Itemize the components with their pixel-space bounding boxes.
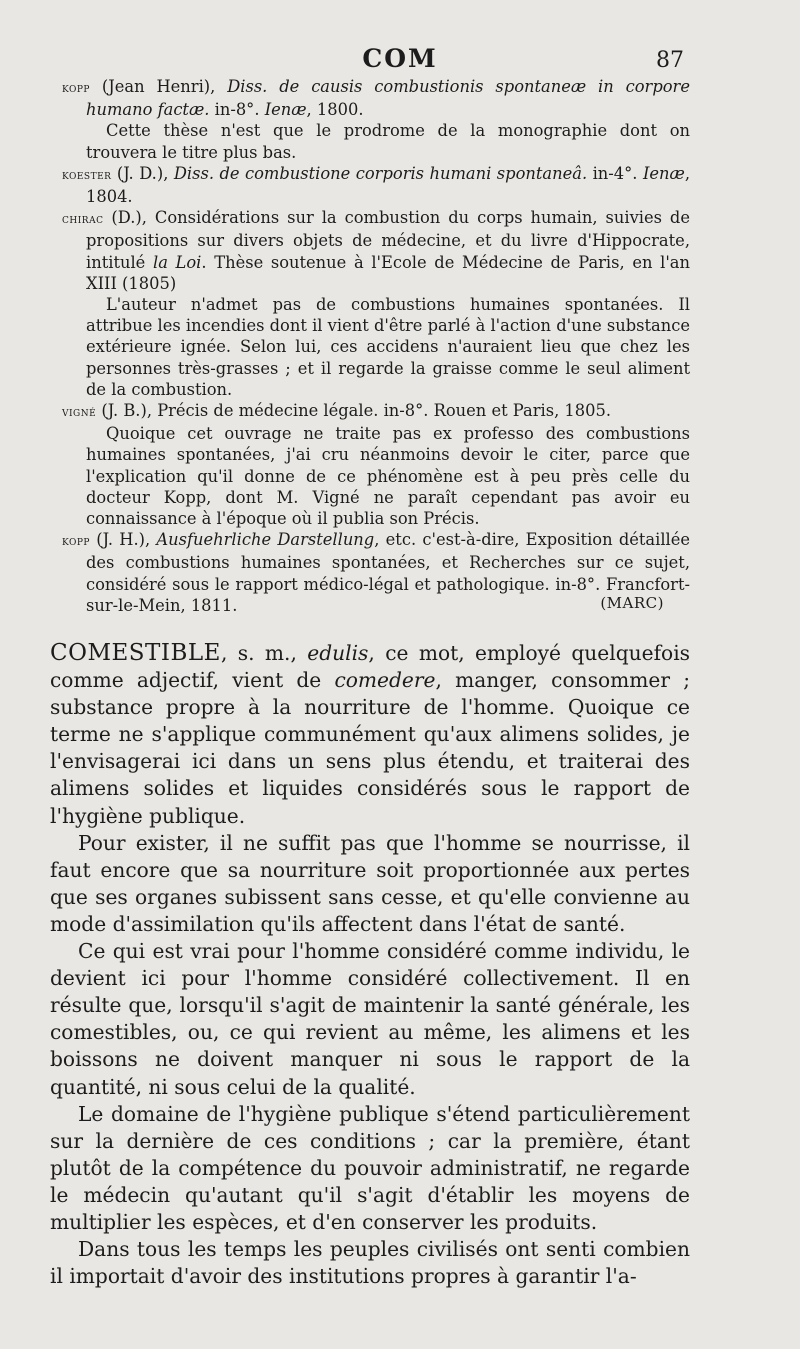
bibliography-note: L'auteur n'admet pas de combustions humaines spontanées. Il attribue les incendies dont il vient d'être parlé à l'action d'une substance extérieure ignée. Selon lui, ces accidens n'auraient lieu que chez les personnes très-grasses ; et il regarde la graisse comme le seul aliment de la combustion. bbox=[86, 295, 690, 399]
bibliography-entry: kopp (Jean Henri), Diss. de causis combustionis spontaneæ in corpore humano factæ. in-8°. Ienæ, 1800. bbox=[62, 77, 690, 120]
page-number: 87 bbox=[656, 48, 684, 73]
article-paragraph: Le domaine de l'hygiène publique s'étend particulièrement sur la dernière de ces conditions ; car la première, étant plutôt de la compétence du pouvoir administratif, ne regarde le médecin qu'autant qu'il s'agit d'établir les moyens de multiplier les espèces, et d'en conserver les produits. bbox=[50, 1101, 690, 1234]
bibliography-section bbox=[62, 76, 690, 616]
author-name: vigné bbox=[62, 405, 97, 421]
article-paragraph: Ce qui est vrai pour l'homme considéré comme individu, le devient ici pour l'homme considéré collectivement. Il en résulte que, lorsqu'il s'agit de maintenir la santé générale, les comestibles, ou, ce qui revient au même, les alimens et les boissons ne doivent manquer ni sous le rapport de la quantité, ni sous celui de la qualité. bbox=[50, 939, 690, 1099]
work-title: Diss. de causis combustionis spontaneæ in corpore humano factæ. bbox=[86, 77, 690, 120]
work-title: Ausfuehrliche Darstellung bbox=[156, 530, 375, 550]
author-signature: (MARC) bbox=[600, 594, 664, 612]
article-paragraph: Dans tous les temps les peuples civilisés ont senti combien il importait d'avoir des institutions propres à garantir l'a- bbox=[50, 1237, 690, 1289]
bibliography-entry: koester (J. D.), Diss. de combustione corporis humani spontaneâ. in-4°. Ienæ, 1804. bbox=[62, 163, 690, 207]
author-name: koester bbox=[62, 167, 112, 183]
bibliography-entry: kopp (J. H.), Ausfuehrliche Darstellung, etc. c'est-à-dire, Exposition détaillée des combustions humaines spontanées, et Recherches sur ce sujet, considéré sous le rapport médico-légal et pathologique. in-8°. Francfort-sur-le-Mein, 1811. bbox=[62, 530, 691, 615]
article-body bbox=[50, 640, 690, 1290]
article-paragraph: Pour exister, il ne suffit pas que l'homme se nourrisse, il faut encore que sa nourriture soit proportionnée aux pertes que ses organes subissent sans cesse, et qu'elle convienne au mode d'assimilation qu'ils affectent dans l'état de santé. bbox=[50, 830, 690, 936]
author-name: kopp bbox=[62, 534, 90, 550]
work-title: Diss. de combustione corporis humani spontaneâ. bbox=[173, 163, 588, 183]
headword: COMESTIBLE bbox=[50, 640, 221, 666]
bibliography-entry: chirac (D.), Considérations sur la combustion du corps humain, suivies de propositions sur divers objets de médecine, et du livre d'Hippocrate, intitulé la Loi. Thèse soutenue à l'Ecole de Médecine de Paris, en l'an XIII (1805) bbox=[62, 208, 690, 293]
running-title: COM bbox=[362, 44, 438, 73]
bibliography-note: Quoique cet ouvrage ne traite pas ex professo des combustions humaines spontanées, j'ai cru néanmoins devoir le citer, parce que l'explication qu'il donne de ce phénomène est à peu près celle du docteur Kopp, dont M. Vigné ne paraît cependant pas avoir eu connaissance à l'époque où il publia son Précis. bbox=[86, 424, 690, 529]
bibliography-note: Cette thèse n'est que le prodrome de la monographie dont on trouvera le titre plus bas. bbox=[86, 121, 690, 162]
bibliography-entry: vigné (J. B.), Précis de médecine légale. in-8°. Rouen et Paris, 1805. bbox=[62, 401, 612, 421]
article-paragraph: COMESTIBLE, s. m., edulis, ce mot, employé quelquefois comme adjectif, vient de comedere, manger, consommer ; substance propre à la nourriture de l'homme. Quoique ce terme ne s'applique communément qu'aux alimens solides, je l'envisagerai ici dans un sens plus étendu, et traiterai des alimens solides et liquides considérés sous le rapport de l'hygiène publique. bbox=[50, 640, 691, 828]
author-name: chirac bbox=[62, 212, 104, 228]
author-name: kopp bbox=[62, 81, 90, 96]
